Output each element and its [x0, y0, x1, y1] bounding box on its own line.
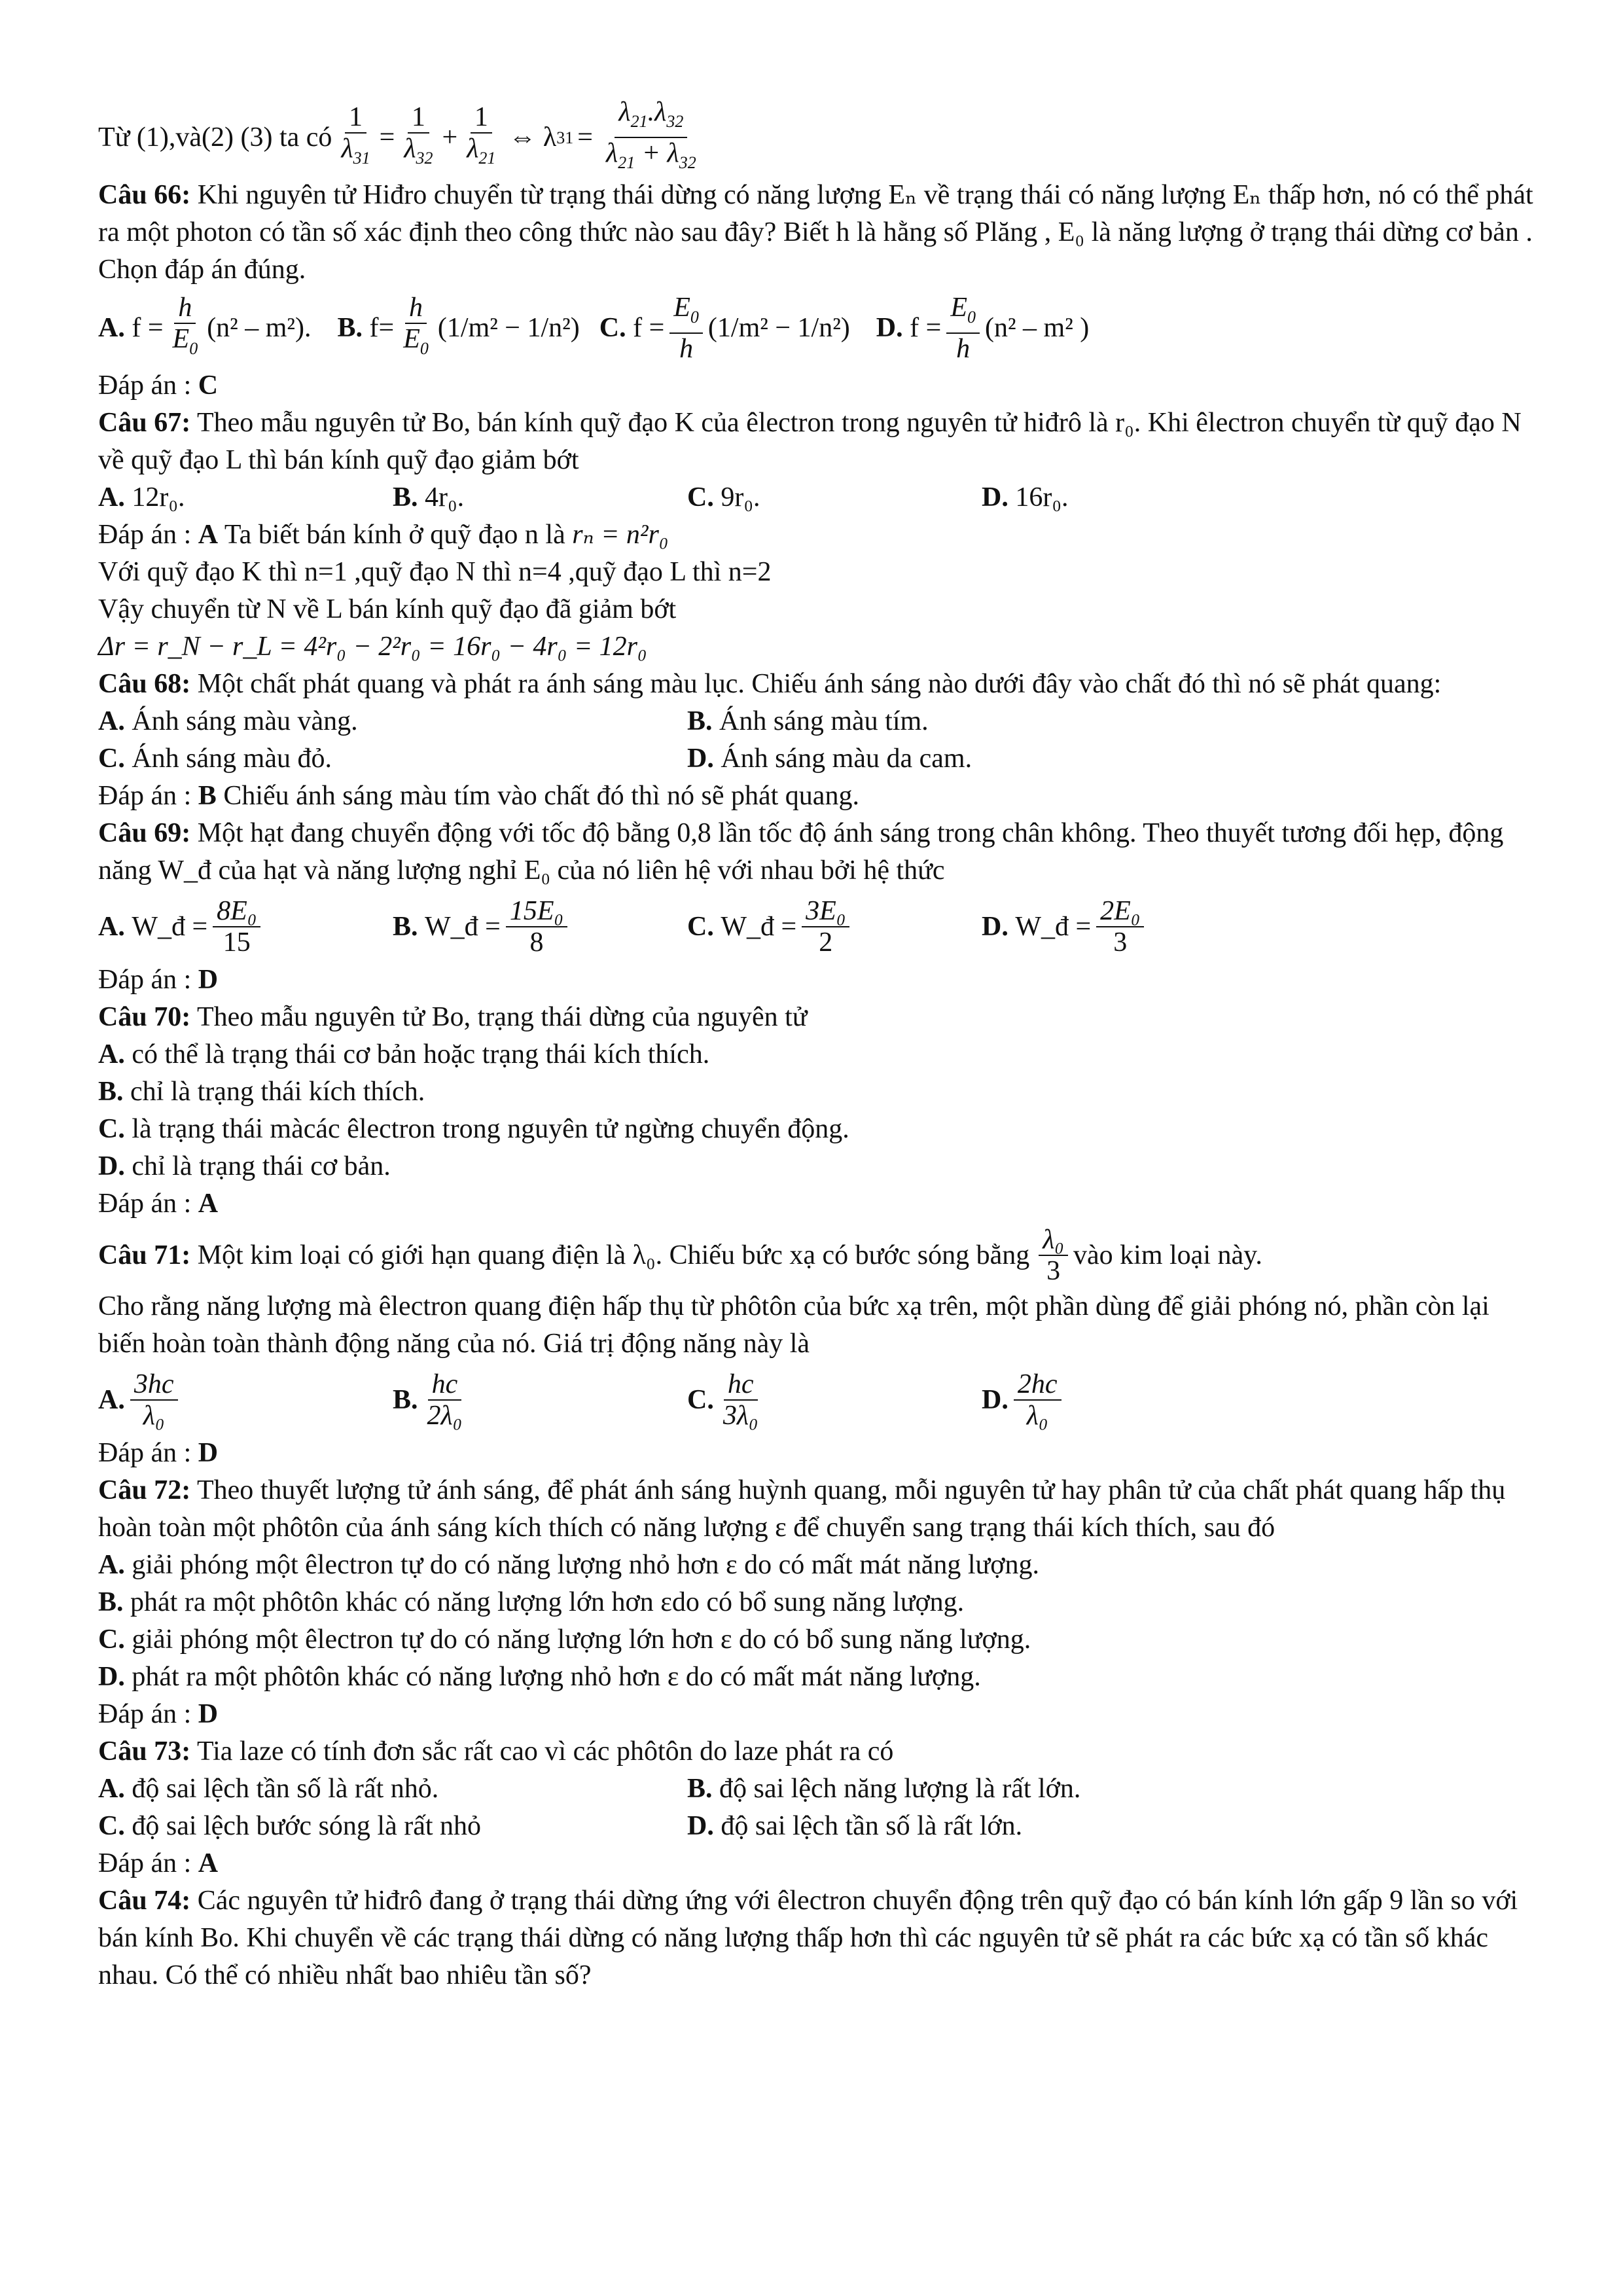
- q72-answer: Đáp án : D: [98, 1699, 219, 1729]
- q71-options: A. $\frac{3hc}{\text{λ₀}}$ B. $\frac{hc}{\text{2λ₀}}$ C. $\frac{hc}{\text{3λ₀}}$ D. $\frac{2hc}{\text{λ₀}}$: [98, 1363, 1538, 1435]
- q67-answer: Đáp án : A Ta biết bán kính ở quỹ đạo n là rₙ = n²r₀: [98, 520, 669, 550]
- intro-equation: Từ (1),và(2) (3) ta có $\frac{1}{\lambda_{31}}$ = $\frac{1}{\lambda_{32}}$ + $\frac{1}{\lambda_{21}}$ ⇔ λ 31 = $\frac{\lambda_{21}.\lambda_{32}}{\lambda_{21} + \lambda_{32}}$: [98, 97, 696, 172]
- question-70: Câu 70: Theo mẫu nguyên tử Bo, trạng thái dừng của nguyên tử: [98, 1002, 808, 1032]
- q70-option-c: C. là trạng thái màcác êlectron trong nguyên tử ngừng chuyển động.: [98, 1114, 849, 1144]
- q66-options: A. f = $\frac{h}{E_0}$ (n² – m²). B. f= $\frac{h}{E_0}$ (1/m² − 1/n²) C. f = $\frac{E_0}{h}$ (1/m² − 1/n²) D. f = $\frac{E_0}{h}$ (n² – m² ): [98, 292, 1090, 364]
- question-71: Câu 71: Một kim loại có giới hạn quang điện là λ₀. Chiếu bức xạ có bước sóng bằng $\frac{\text{λ₀}}{3}$ vào kim loại này.: [98, 1225, 1262, 1286]
- q72-option-c: C. giải phóng một êlectron tự do có năng lượng lớn hơn ε do có bổ sung năng lượng.: [98, 1624, 1031, 1655]
- q69-options: A. W_đ = $\frac{\text{8E₀}}{15}$ B. W_đ = $\frac{\text{15E₀}}{8}$ C. W_đ = $\frac{\text{3E₀}}{2}$ D. W_đ = $\frac{\text{2E₀}}{3}$: [98, 889, 1538, 961]
- document-page: [98, 98, 1538, 1994]
- q67-formula-2: Δr = r_N − r_L = 4²r₀ − 2²r₀ = 16r₀ − 4r₀ = 12r₀: [98, 632, 647, 662]
- question-66: Câu 66: Khi nguyên tử Hiđro chuyển từ trạng thái dừng có năng lượng Eₙ về trạng thái có năng lượng Eₙ thấp hơn, nó có thể phát ra một photon có tần số xác định theo công thức nào sau đây? Biết h là hằng số Plăng , E₀ là năng lượng ở trạng thái dừng cơ bản . Chọn đáp án đúng.: [98, 180, 1533, 285]
- q66-answer: Đáp án : C: [98, 370, 219, 401]
- q68-options-row2: C. Ánh sáng màu đỏ. D. Ánh sáng màu da cam.: [98, 744, 972, 774]
- equiv-symbol: ⇔ λ: [508, 122, 557, 152]
- q70-answer: Đáp án : A: [98, 1189, 219, 1219]
- question-67: Câu 67: Theo mẫu nguyên tử Bo, bán kính quỹ đạo K của êlectron trong nguyên tử hiđrô là r₀. Khi êlectron chuyển từ quỹ đạo N về quỹ đạo L thì bán kính quỹ đạo giảm bớt: [98, 408, 1522, 475]
- q72-option-d: D. phát ra một phôtôn khác có năng lượng nhỏ hơn ε do có mất mát năng lượng.: [98, 1662, 981, 1692]
- q73-answer: Đáp án : A: [98, 1848, 219, 1878]
- question-69: Câu 69: Một hạt đang chuyển động với tốc độ bằng 0,8 lần tốc độ ánh sáng trong chân không. Theo thuyết tương đối hẹp, động năng W_đ của hạt và năng lượng nghỉ E₀ của nó liên hệ với nhau bởi hệ thức: [98, 818, 1504, 886]
- q69-answer: Đáp án : D: [98, 965, 219, 995]
- question-73: Câu 73: Tia laze có tính đơn sắc rất cao vì các phôtôn do laze phát ra có: [98, 1736, 894, 1767]
- q70-option-b: B. chỉ là trạng thái kích thích.: [98, 1077, 425, 1107]
- question-72: Câu 72: Theo thuyết lượng tử ánh sáng, để phát ánh sáng huỳnh quang, mỗi nguyên tử hay phân tử của chất phát quang hấp thụ hoàn toàn một phôtôn của ánh sáng kích thích có năng lượng ε để chuyển sang trạng thái kích thích, sau đó: [98, 1475, 1506, 1543]
- q67-explanation-2: Với quỹ đạo K thì n=1 ,quỹ đạo N thì n=4 ,quỹ đạo L thì n=2: [98, 557, 772, 587]
- q68-answer: Đáp án : B Chiếu ánh sáng màu tím vào chất đó thì nó sẽ phát quang.: [98, 781, 859, 811]
- intro-text: Từ (1),và(2) (3) ta có: [98, 122, 332, 152]
- q70-option-a: A. có thể là trạng thái cơ bản hoặc trạng thái kích thích.: [98, 1039, 710, 1069]
- q68-options-row1: A. Ánh sáng màu vàng. B. Ánh sáng màu tím.: [98, 706, 929, 736]
- q71-text: Cho rằng năng lượng mà êlectron quang điện hấp thụ từ phôtôn của bức xạ trên, một phần dùng để giải phóng nó, phần còn lại biến hoàn toàn thành động năng của nó. Giá trị động năng này là: [98, 1291, 1489, 1359]
- q72-option-a: A. giải phóng một êlectron tự do có năng lượng nhỏ hơn ε do có mất mát năng lượng.: [98, 1550, 1039, 1580]
- q67-explanation-3: Vậy chuyển từ N về L bán kính quỹ đạo đã giảm bớt: [98, 594, 677, 624]
- q73-options-row2: C. độ sai lệch bước sóng là rất nhỏ D. độ sai lệch tần số là rất lớn.: [98, 1811, 1023, 1841]
- question-74: Câu 74: Các nguyên tử hiđrô đang ở trạng thái dừng ứng với êlectron chuyển động trên quỹ đạo có bán kính lớn gấp 9 lần so với bán kính Bo. Khi chuyển về các trạng thái dừng có năng lượng thấp hơn thì các nguyên tử sẽ phát ra các bức xạ có tần số khác nhau. Có thể có nhiều nhất bao nhiêu tần số?: [98, 1886, 1518, 1990]
- q73-options-row1: A. độ sai lệch tần số là rất nhỏ. B. độ sai lệch năng lượng là rất lớn.: [98, 1774, 1081, 1804]
- q71-answer: Đáp án : D: [98, 1438, 219, 1468]
- question-68: Câu 68: Một chất phát quang và phát ra ánh sáng màu lục. Chiếu ánh sáng nào dưới đây vào chất đó thì nó sẽ phát quang:: [98, 669, 1442, 699]
- q67-options: A. 12r₀. B. 4r₀. C. 9r₀. D. 16r₀.: [98, 482, 1069, 512]
- q70-option-d: D. chỉ là trạng thái cơ bản.: [98, 1151, 391, 1181]
- q72-option-b: B. phát ra một phôtôn khác có năng lượng lớn hơn εdo có bổ sung năng lượng.: [98, 1587, 965, 1617]
